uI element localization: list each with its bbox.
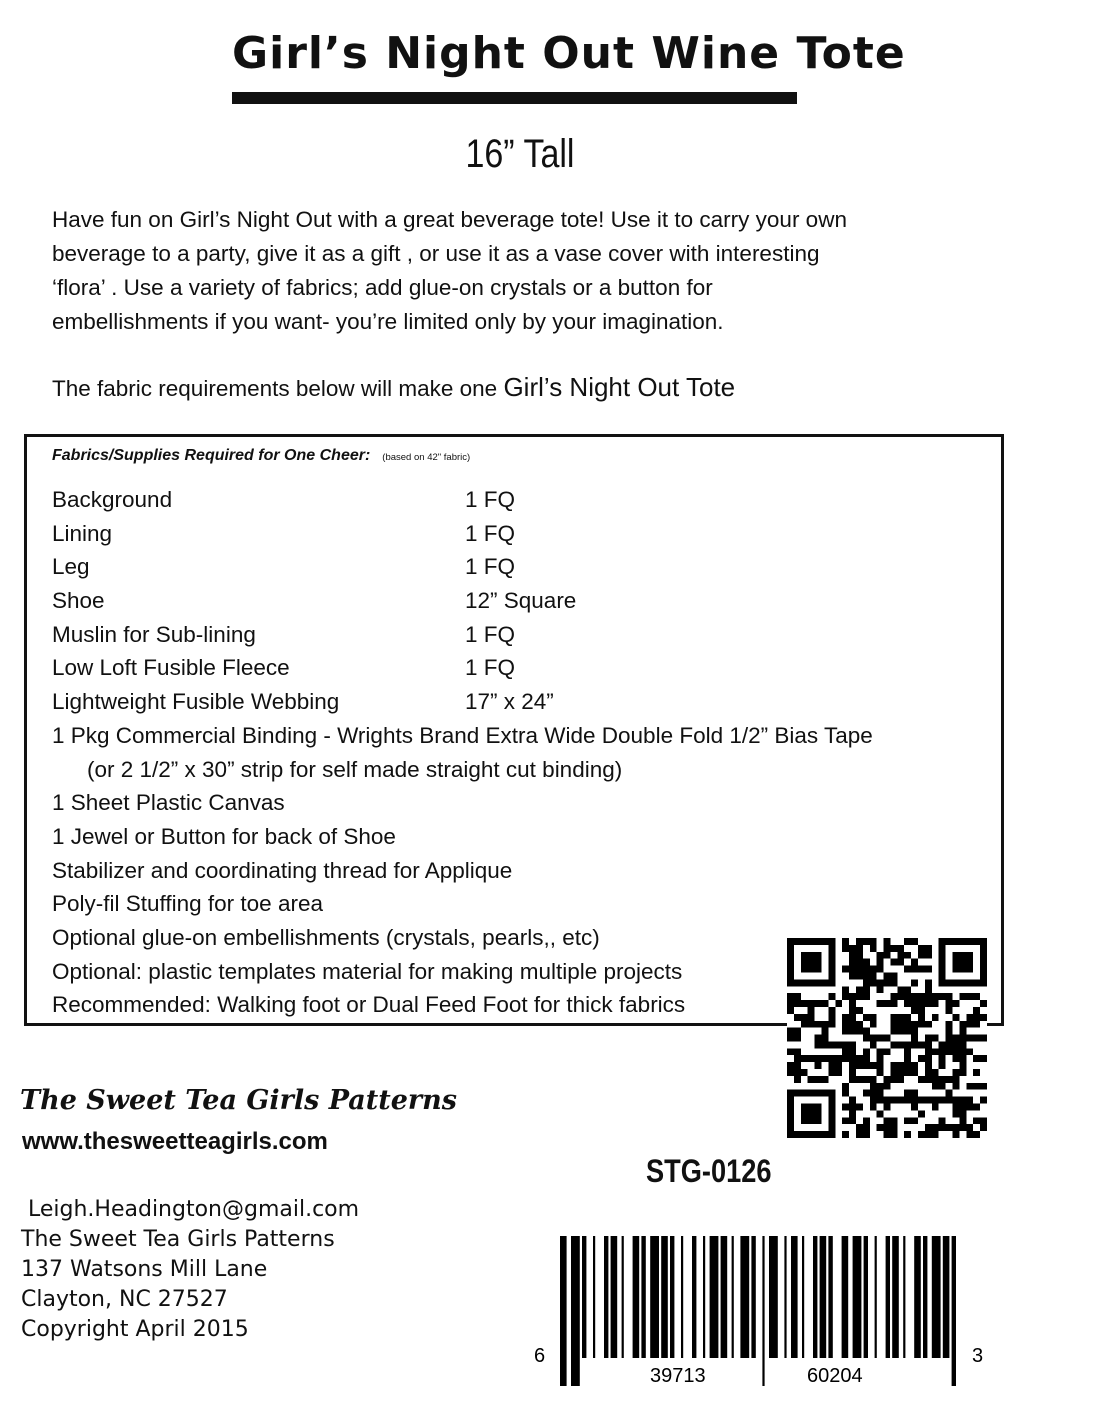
intro-line: Have fun on Girl’s Night Out with a great beverage tote! Use it to carry your own	[52, 207, 847, 232]
copyright-text: Copyright April 2015	[21, 1317, 249, 1342]
city-text: Clayton, NC 27527	[21, 1287, 228, 1312]
supplies-heading	[52, 447, 470, 465]
qr-code	[787, 938, 987, 1138]
supply-item: Stabilizer and coordinating thread for Applique	[52, 857, 513, 883]
supply-item: 1 Sheet Plastic Canvas	[52, 790, 285, 816]
company-text: The Sweet Tea Girls Patterns	[21, 1227, 335, 1252]
supply-item: Lining	[52, 520, 113, 546]
supplies-heading-text: Fabrics/Supplies Required for One Cheer:	[52, 447, 371, 464]
street-text: 137 Watsons Mill Lane	[21, 1257, 268, 1282]
supply-item: Low Loft Fusible Fleece	[52, 655, 290, 681]
supplies-note: (based on 42" fabric)	[382, 452, 471, 463]
requirement-statement	[52, 372, 735, 403]
barcode-digit-right: 3	[972, 1345, 984, 1367]
supply-item: Optional glue-on embellishments (crystals, pearls,, etc)	[52, 924, 600, 950]
supply-quantity: 1 FQ	[465, 487, 516, 512]
supply-item: Shoe	[52, 588, 105, 614]
requirement-item: Girl’s Night Out Tote	[503, 372, 736, 402]
supply-item: 1 Jewel or Button for back of Shoe	[52, 823, 396, 849]
barcode-digit-left: 6	[534, 1345, 546, 1367]
supply-item: 1 Pkg Commercial Binding - Wrights Brand Extra Wide Double Fold 1/2” Bias Tape	[52, 722, 873, 748]
sku-number: STG-0126	[646, 1153, 772, 1189]
supply-item: (or 2 1/2” x 30” strip for self made straight cut binding)	[87, 756, 623, 782]
barcode-group-left: 39713	[650, 1365, 706, 1387]
supply-item: Muslin for Sub-lining	[52, 621, 256, 647]
intro-line: ‘flora’ . Use a variety of fabrics; add glue-on crystals or a button for	[52, 275, 713, 300]
barcode-group-right: 60204	[807, 1365, 863, 1387]
intro-line: embellishments if you want- you’re limited only by your imagination.	[52, 309, 724, 334]
supply-quantity: 12” Square	[465, 588, 577, 614]
intro-line: beverage to a party, give it as a gift , or use it as a vase cover with interesting	[52, 241, 820, 266]
supply-quantity: 1 FQ	[465, 655, 516, 681]
supply-item: Optional: plastic templates material for making multiple projects	[52, 958, 683, 984]
brand-name: The Sweet Tea Girls Patterns	[20, 1085, 457, 1116]
requirement-lead: The fabric requirements below will make one	[52, 376, 504, 401]
contact-address	[21, 1195, 359, 1345]
supply-item: Poly-fil Stuffing for toe area	[52, 891, 323, 917]
supply-item: Lightweight Fusible Webbing	[52, 689, 340, 715]
supply-quantity: 1 FQ	[465, 520, 516, 546]
title-underline	[232, 92, 797, 104]
email-text: Leigh.Headington@gmail.com	[28, 1197, 360, 1222]
supply-quantity: 1 FQ	[465, 621, 516, 647]
upc-barcode	[520, 1230, 1000, 1395]
supply-quantity: 17” x 24”	[465, 689, 554, 715]
intro-paragraph	[52, 203, 992, 339]
page-title: Girl’s Night Out Wine Tote	[232, 28, 906, 79]
supply-item: Recommended: Walking foot or Dual Feed Foot for thick fabrics	[52, 992, 686, 1018]
subtitle: 16” Tall	[465, 132, 575, 176]
website-text: www.thesweetteagirls.com	[22, 1128, 328, 1155]
supply-quantity: 1 FQ	[465, 554, 516, 580]
supply-item: Background	[52, 487, 173, 512]
supply-item: Leg	[52, 554, 90, 580]
